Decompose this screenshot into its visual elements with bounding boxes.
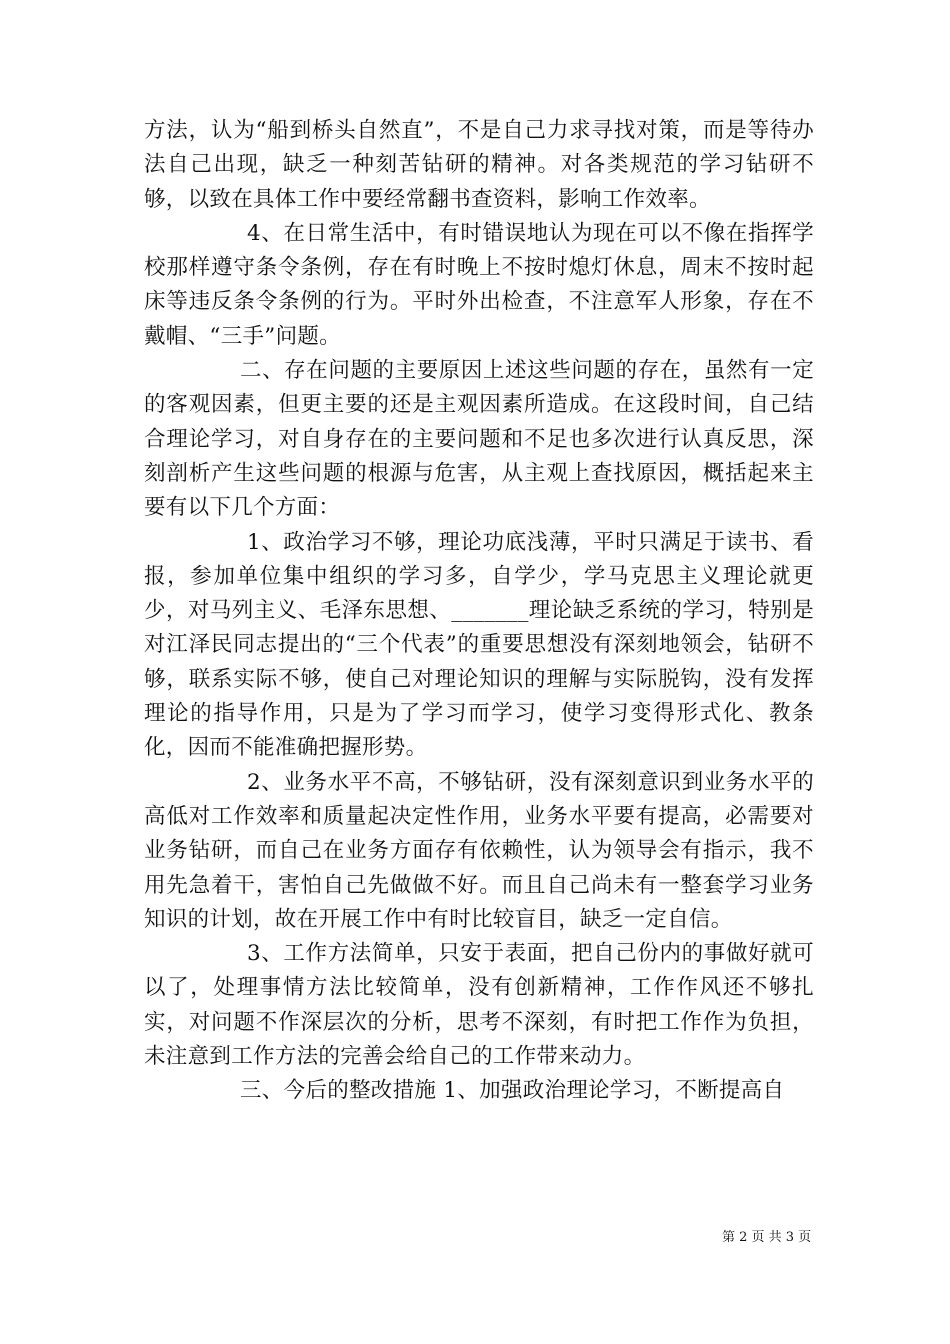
paragraph-cause-3-work-method: 3、工作方法简单，只安于表面，把自己份内的事做好就可以了，处理事情方法比较简单，没有创新精神，工作作风还不够扎实，对问题不作深层次的分析，思考不深刻，有时把工作作为负担，未注意到工作方法的完善会给自己的工作带来动力。 (144, 941, 814, 1070)
paragraph-item-4-daily-life: 4、在日常生活中，有时错误地认为现在可以不像在指挥学校那样遵守条令条例，存在有时晚上不按时熄灯休息，周末不按时起床等违反条令条例的行为。平时外出检查，不注意军人形象，存在不戴帽、“三手”问题。 (144, 220, 814, 349)
paragraph-cause-1-political-study: 1、政治学习不够，理论功底浅薄，平时只满足于读书、看报，参加单位集中组织的学习多，自学少，学马克思主义理论就更少，对马列主义、毛泽东思想、_______理论缺乏系统的学习，特别是对江泽民同志提出的“三个代表”的重要思想没有深刻地领会，钻研不够，联系实际不够，使自己对理论知识的理解与实际脱钩，没有发挥理论的指导作用，只是为了学习而学习，使学习变得形式化、教条化，因而不能准确把握形势。 (144, 529, 814, 761)
paragraph-section-2-main-causes: 二、存在问题的主要原因上述这些问题的存在，虽然有一定的客观因素，但更主要的还是主观因素所造成。在这段时间，自己结合理论学习，对自身存在的主要问题和不足也多次进行认真反思，深刻剖析产生这些问题的根源与危害，从主观上查找原因，概括起来主要有以下几个方面： (144, 358, 814, 521)
page-number-footer: 第 2 页 共 3 页 (722, 1230, 812, 1245)
document-body (144, 114, 814, 1109)
paragraph-cause-2-business-level: 2、业务水平不高，不够钻研，没有深刻意识到业务水平的高低对工作效率和质量起决定性作用，业务水平要有提高，必需要对业务钻研，而自己在业务方面存有依赖性，认为领导会有指示，我不用先急着干，害怕自己先做做不好。而且自己尚未有一整套学习业务知识的计划，故在开展工作中有时比较盲目，缺乏一定自信。 (144, 769, 814, 932)
paragraph-work-method-continued: 方法，认为“船到桥头自然直”，不是自己力求寻找对策，而是等待办法自己出现，缺乏一种刻苦钻研的精神。对各类规范的学习钻研不够，以致在具体工作中要经常翻书查资料，影响工作效率。 (144, 118, 814, 212)
paragraph-section-3-measures: 三、今后的整改措施 1、加强政治理论学习，不断提高自 (240, 1078, 785, 1104)
